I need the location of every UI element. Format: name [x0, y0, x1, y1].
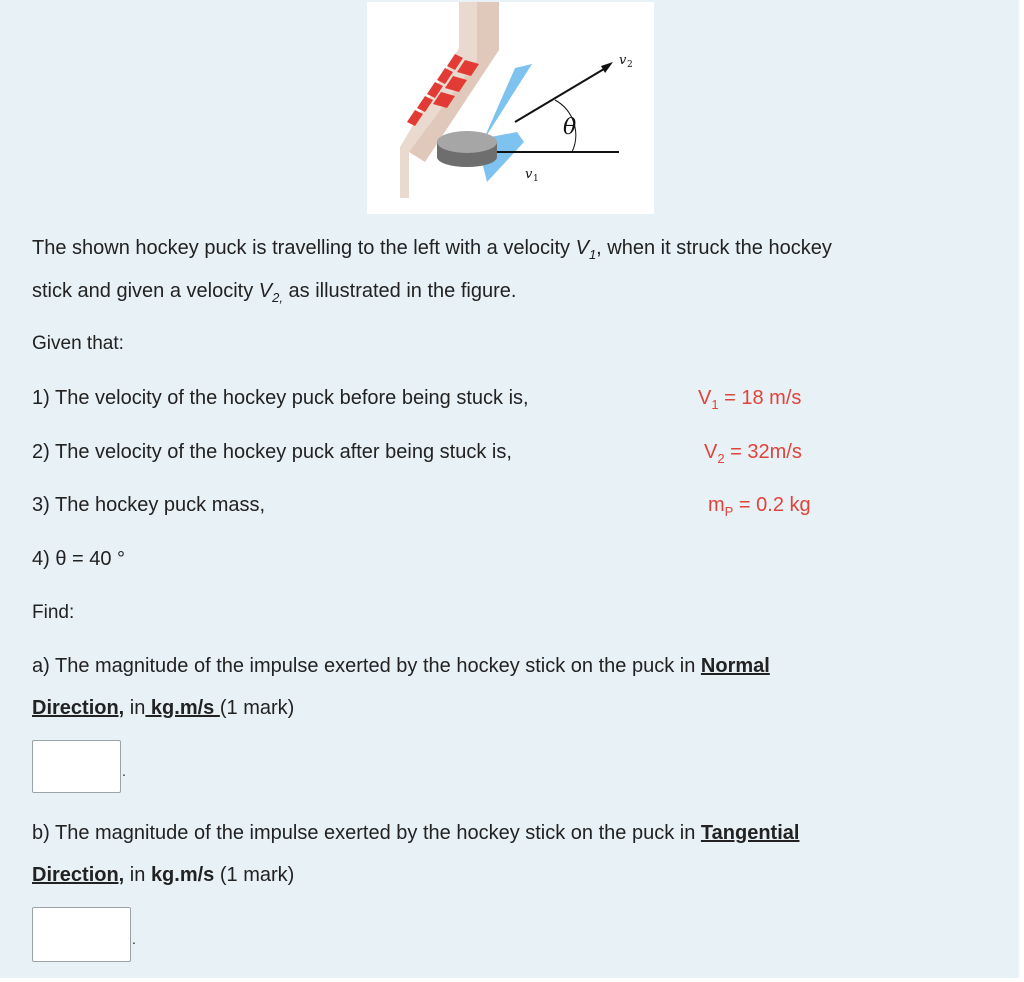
given-3-value: $m_P = 0.2$ kg — [708, 494, 811, 519]
v1-label-sub: 1 — [533, 174, 539, 184]
answer-a-suffix: . — [122, 763, 126, 779]
normal-emphasis: Normal — [700, 655, 770, 677]
intro-text: , when it struck the hockey — [596, 237, 832, 259]
direction-emphasis: Direction, — [32, 697, 125, 719]
v2-arrow — [515, 66, 609, 122]
puck — [437, 131, 497, 167]
question-b-line-1: b) The magnitude of the impulse exerted by the hockey stick on the puck in Tangential — [32, 822, 800, 844]
hockey-diagram — [367, 2, 654, 214]
intro-line-2 — [32, 279, 516, 310]
intro-text: as illustrated in the figure. — [282, 280, 517, 302]
given-1-text: 1) The velocity of the hockey puck before being stuck is, — [32, 387, 529, 409]
tangential-emphasis: Tangential — [700, 822, 800, 844]
v2-label: v — [619, 53, 627, 68]
question-a-line-1: a) The magnitude of the impulse exerted by the hockey stick on the puck in Normal — [32, 655, 770, 677]
given-2-value: $V_2 = 32m/s$ — [704, 441, 802, 466]
intro-text: stick and given a velocity — [32, 280, 259, 302]
theta-label: θ — [563, 115, 577, 140]
v2-label-sub: 2 — [627, 60, 633, 70]
answer-input-b[interactable] — [32, 907, 131, 962]
intro-text: The shown hockey puck is travelling to the left with a velocity — [32, 237, 576, 259]
given-3-text: 3) The hockey puck mass, — [32, 494, 266, 516]
intro-line-1 — [32, 236, 832, 267]
unit-emphasis: kg.m/s — [150, 864, 215, 886]
answer-input-a[interactable] — [32, 740, 121, 793]
v1-subscript: 1 — [588, 247, 597, 262]
question-b-line-2: Direction, in kg.m/s (1 mark) — [32, 864, 295, 886]
hockey-figure — [367, 2, 654, 214]
v2-arrowhead — [601, 62, 613, 73]
answer-b-suffix: . — [132, 931, 136, 947]
unit-emphasis: kg.m/s — [145, 697, 220, 719]
v2-symbol: V — [258, 280, 273, 302]
direction-emphasis: Direction, — [32, 864, 125, 886]
question-a-line-2: Direction, in kg.m/s (1 mark) — [32, 697, 295, 719]
v1-label: v — [525, 167, 533, 182]
v2-subscript: 2, — [272, 290, 283, 305]
given-label: Given that: — [32, 333, 124, 354]
given-2-text: 2) The velocity of the hockey puck after being stuck is, — [32, 441, 512, 463]
v1-symbol: V — [575, 237, 589, 259]
find-label: Find: — [32, 602, 75, 623]
given-4-text: 4) θ = 40 ° — [32, 548, 126, 570]
given-1-value: $V_1 = 18$ m/s — [698, 387, 802, 412]
